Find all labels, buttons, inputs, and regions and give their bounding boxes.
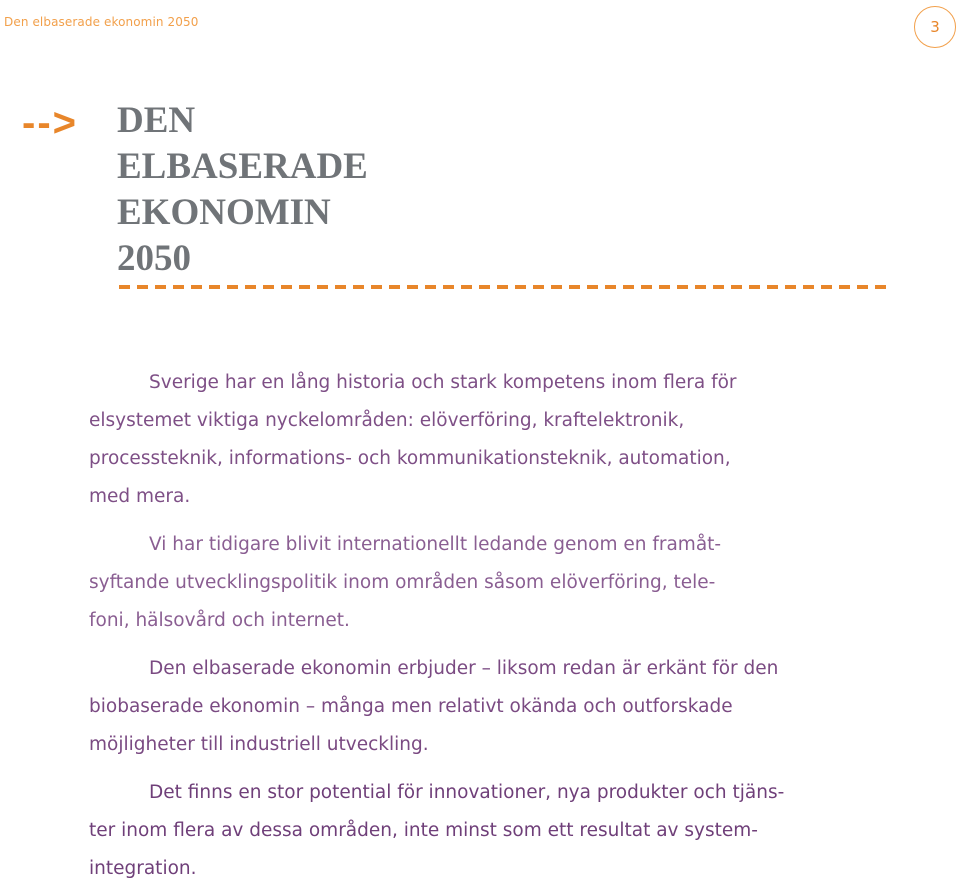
- paragraph-line: ter inom flera av dessa områden, inte minst som ett resultat av system-: [89, 820, 758, 841]
- paragraph-line: syftande utvecklingspolitik inom områden såsom elöverföring, tele-: [89, 572, 716, 593]
- paragraph-4: [89, 774, 889, 888]
- paragraph-line: elsystemet viktiga nyckelområden: elöverföring, kraftelektronik,: [89, 410, 685, 431]
- page-title: [117, 98, 368, 282]
- paragraph-1: [89, 364, 889, 516]
- arrow-marker: -->: [22, 101, 78, 145]
- title-line-3: EKONOMIN: [117, 192, 331, 233]
- page-number: 3: [930, 18, 940, 36]
- title-line-1: DEN: [117, 100, 196, 141]
- paragraph-line: Vi har tidigare blivit internationellt ledande genom en framåt-: [149, 534, 722, 555]
- paragraph-line: Den elbaserade ekonomin erbjuder – liksom redan är erkänt för den: [149, 658, 779, 679]
- title-line-2: ELBASERADE: [117, 146, 368, 187]
- paragraph-2: [89, 526, 889, 640]
- paragraph-line: möjligheter till industriell utveckling.: [89, 734, 429, 755]
- paragraph-3: [89, 650, 889, 764]
- paragraph-line: foni, hälsovård och internet.: [89, 610, 350, 631]
- running-header: Den elbaserade ekonomin 2050: [4, 15, 199, 29]
- paragraph-line: processteknik, informations- och kommunikationsteknik, automation,: [89, 448, 731, 469]
- paragraph-line: integration.: [89, 858, 197, 879]
- paragraph-line: biobaserade ekonomin – många men relativt okända och outforskade: [89, 696, 733, 717]
- paragraph-line: Sverige har en lång historia och stark kompetens inom flera för: [149, 372, 737, 393]
- page-number-badge: [914, 6, 956, 48]
- title-line-4: 2050: [117, 238, 191, 279]
- paragraph-line: med mera.: [89, 486, 191, 507]
- paragraph-line: Det finns en stor potential för innovationer, nya produkter och tjäns-: [149, 782, 785, 803]
- dashed-divider: [117, 284, 893, 290]
- body-text: [89, 364, 889, 888]
